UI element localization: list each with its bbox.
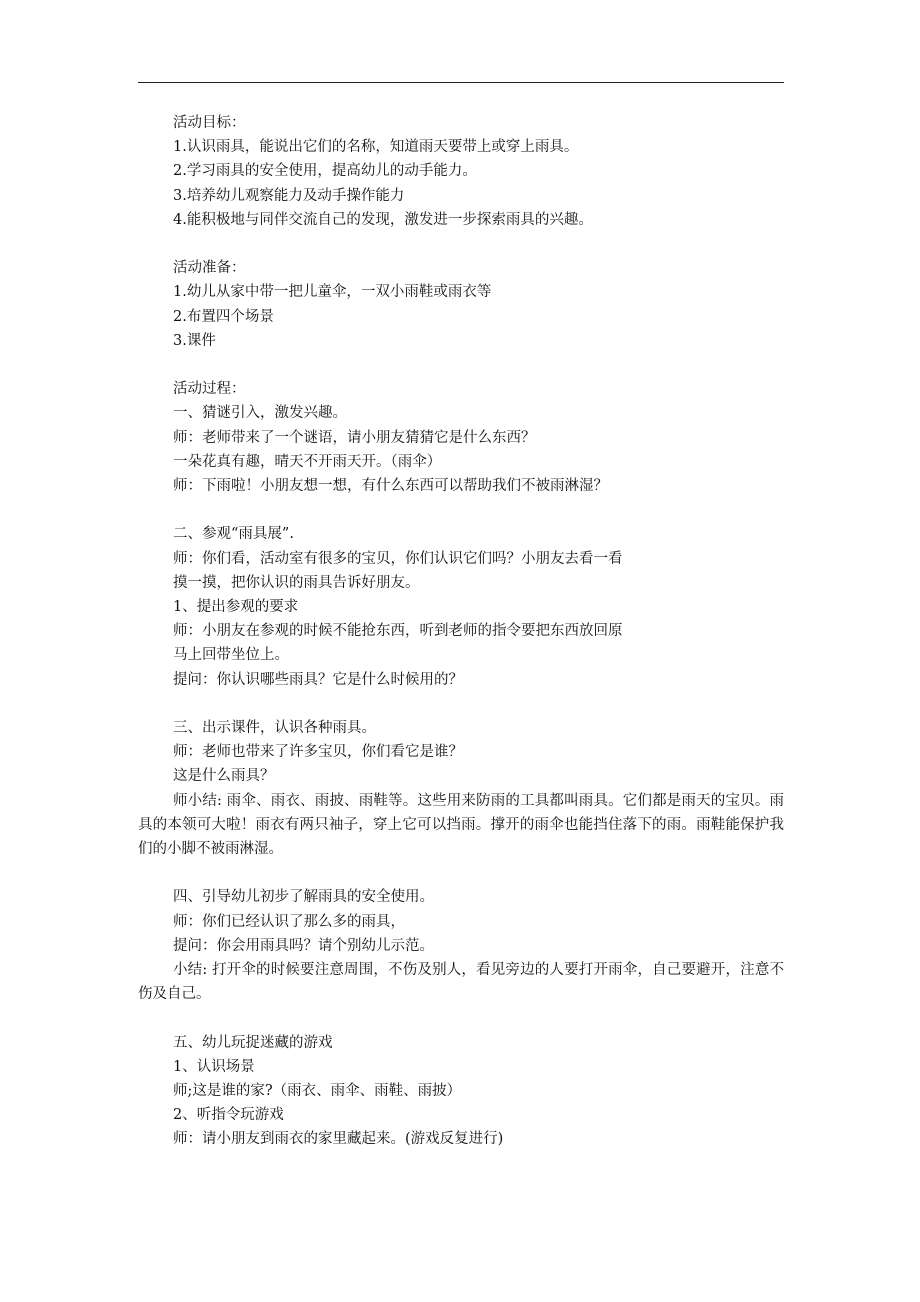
- section-courseware: [138, 716, 784, 861]
- text-line: 4.能积极地与同伴交流自己的发现，激发进一步探索雨具的兴趣。: [173, 211, 593, 228]
- text-line: 3.培养幼儿观察能力及动手操作能力: [173, 187, 405, 204]
- spacer: [138, 353, 784, 377]
- section-exhibition: [138, 522, 784, 691]
- text-line: 2.布置四个场景: [173, 308, 274, 325]
- text-line: 提问：你认识哪些雨具？它是什么时候用的？: [173, 671, 463, 688]
- section-heading: 活动过程：: [173, 381, 246, 398]
- section-heading: 二、参观“雨具展”.: [173, 526, 294, 543]
- section-safety: [138, 885, 784, 1006]
- header-rule: [138, 82, 784, 83]
- spacer: [138, 692, 784, 716]
- document-body: [138, 111, 784, 1152]
- text-line: 3.课件: [173, 332, 216, 349]
- section-heading: 活动准备：: [173, 260, 246, 277]
- text-line: 这是什么雨具？: [173, 768, 275, 785]
- text-line: 2、听指令玩游戏: [173, 1107, 284, 1124]
- spacer: [138, 861, 784, 885]
- text-line: 1、提出参观的要求: [173, 599, 299, 616]
- section-heading: 三、出示课件，认识各种雨具。: [173, 720, 376, 737]
- text-line: 2.学习雨具的安全使用，提高幼儿的动手能力。: [173, 163, 477, 180]
- text-line: 师：你们已经认识了那么多的雨具，: [173, 913, 405, 930]
- text-line: 1.认识雨具，能说出它们的名称，知道雨天要带上或穿上雨具。: [173, 139, 579, 156]
- text-line: 一、猜谜引入，激发兴趣。: [173, 405, 347, 422]
- spacer: [138, 232, 784, 256]
- section-game: [138, 1031, 784, 1152]
- section-heading: 活动目标：: [173, 115, 246, 131]
- text-line: 师：小朋友在参观的时候不能抢东西，听到老师的指令要把东西放回原: [173, 623, 623, 640]
- text-line: 师;这是谁的家?（雨衣、雨伞、雨鞋、雨披）: [173, 1083, 462, 1100]
- section-process: [138, 377, 784, 498]
- section-goals: [138, 111, 784, 232]
- text-line: 摸一摸，把你认识的雨具告诉好朋友。: [173, 574, 420, 591]
- section-heading: 五、幼儿玩捉迷藏的游戏: [173, 1034, 333, 1051]
- text-line: 一朵花真有趣，晴天不开雨天开。（雨伞）: [173, 453, 442, 470]
- text-line: 1.幼儿从家中带一把儿童伞，一双小雨鞋或雨衣等: [173, 284, 492, 301]
- spacer: [138, 1006, 784, 1030]
- text-line: 师：老师带来了一个谜语，请小朋友猜猜它是什么东西？: [173, 429, 536, 446]
- section-preparation: [138, 256, 784, 353]
- text-line: 提问：你会用雨具吗？请个别幼儿示范。: [173, 937, 434, 954]
- text-line: 师：请小朋友到雨衣的家里藏起来。(游戏反复进行): [173, 1131, 504, 1148]
- text-line: 师：老师也带来了许多宝贝，你们看它是谁？: [173, 744, 463, 761]
- spacer: [138, 498, 784, 522]
- summary-paragraph: 师小结: 雨伞、雨衣、雨披、雨鞋等。这些用来防雨的工具都叫雨具。它们都是雨天的宝贝。雨具的本领可大啦！雨衣有两只袖子，穿上它可以挡雨。撑开的雨伞也能挡住落下的雨。雨鞋能保护我们的小脚不被雨淋湿。: [138, 792, 784, 858]
- text-line: 师：下雨啦！小朋友想一想，有什么东西可以帮助我们不被雨淋湿？: [173, 478, 608, 495]
- text-line: 马上回带坐位上。: [173, 647, 289, 664]
- text-line: 师：你们看，活动室有很多的宝贝，你们认识它们吗？小朋友去看一看: [173, 550, 623, 567]
- section-heading: 四、引导幼儿初步了解雨具的安全使用。: [173, 889, 434, 906]
- summary-paragraph: 小结: 打开伞的时候要注意周围，不伤及别人，看见旁边的人要打开雨伞，自己要避开，注意不伤及自己。: [138, 962, 784, 1003]
- text-line: 1、认识场景: [173, 1058, 255, 1075]
